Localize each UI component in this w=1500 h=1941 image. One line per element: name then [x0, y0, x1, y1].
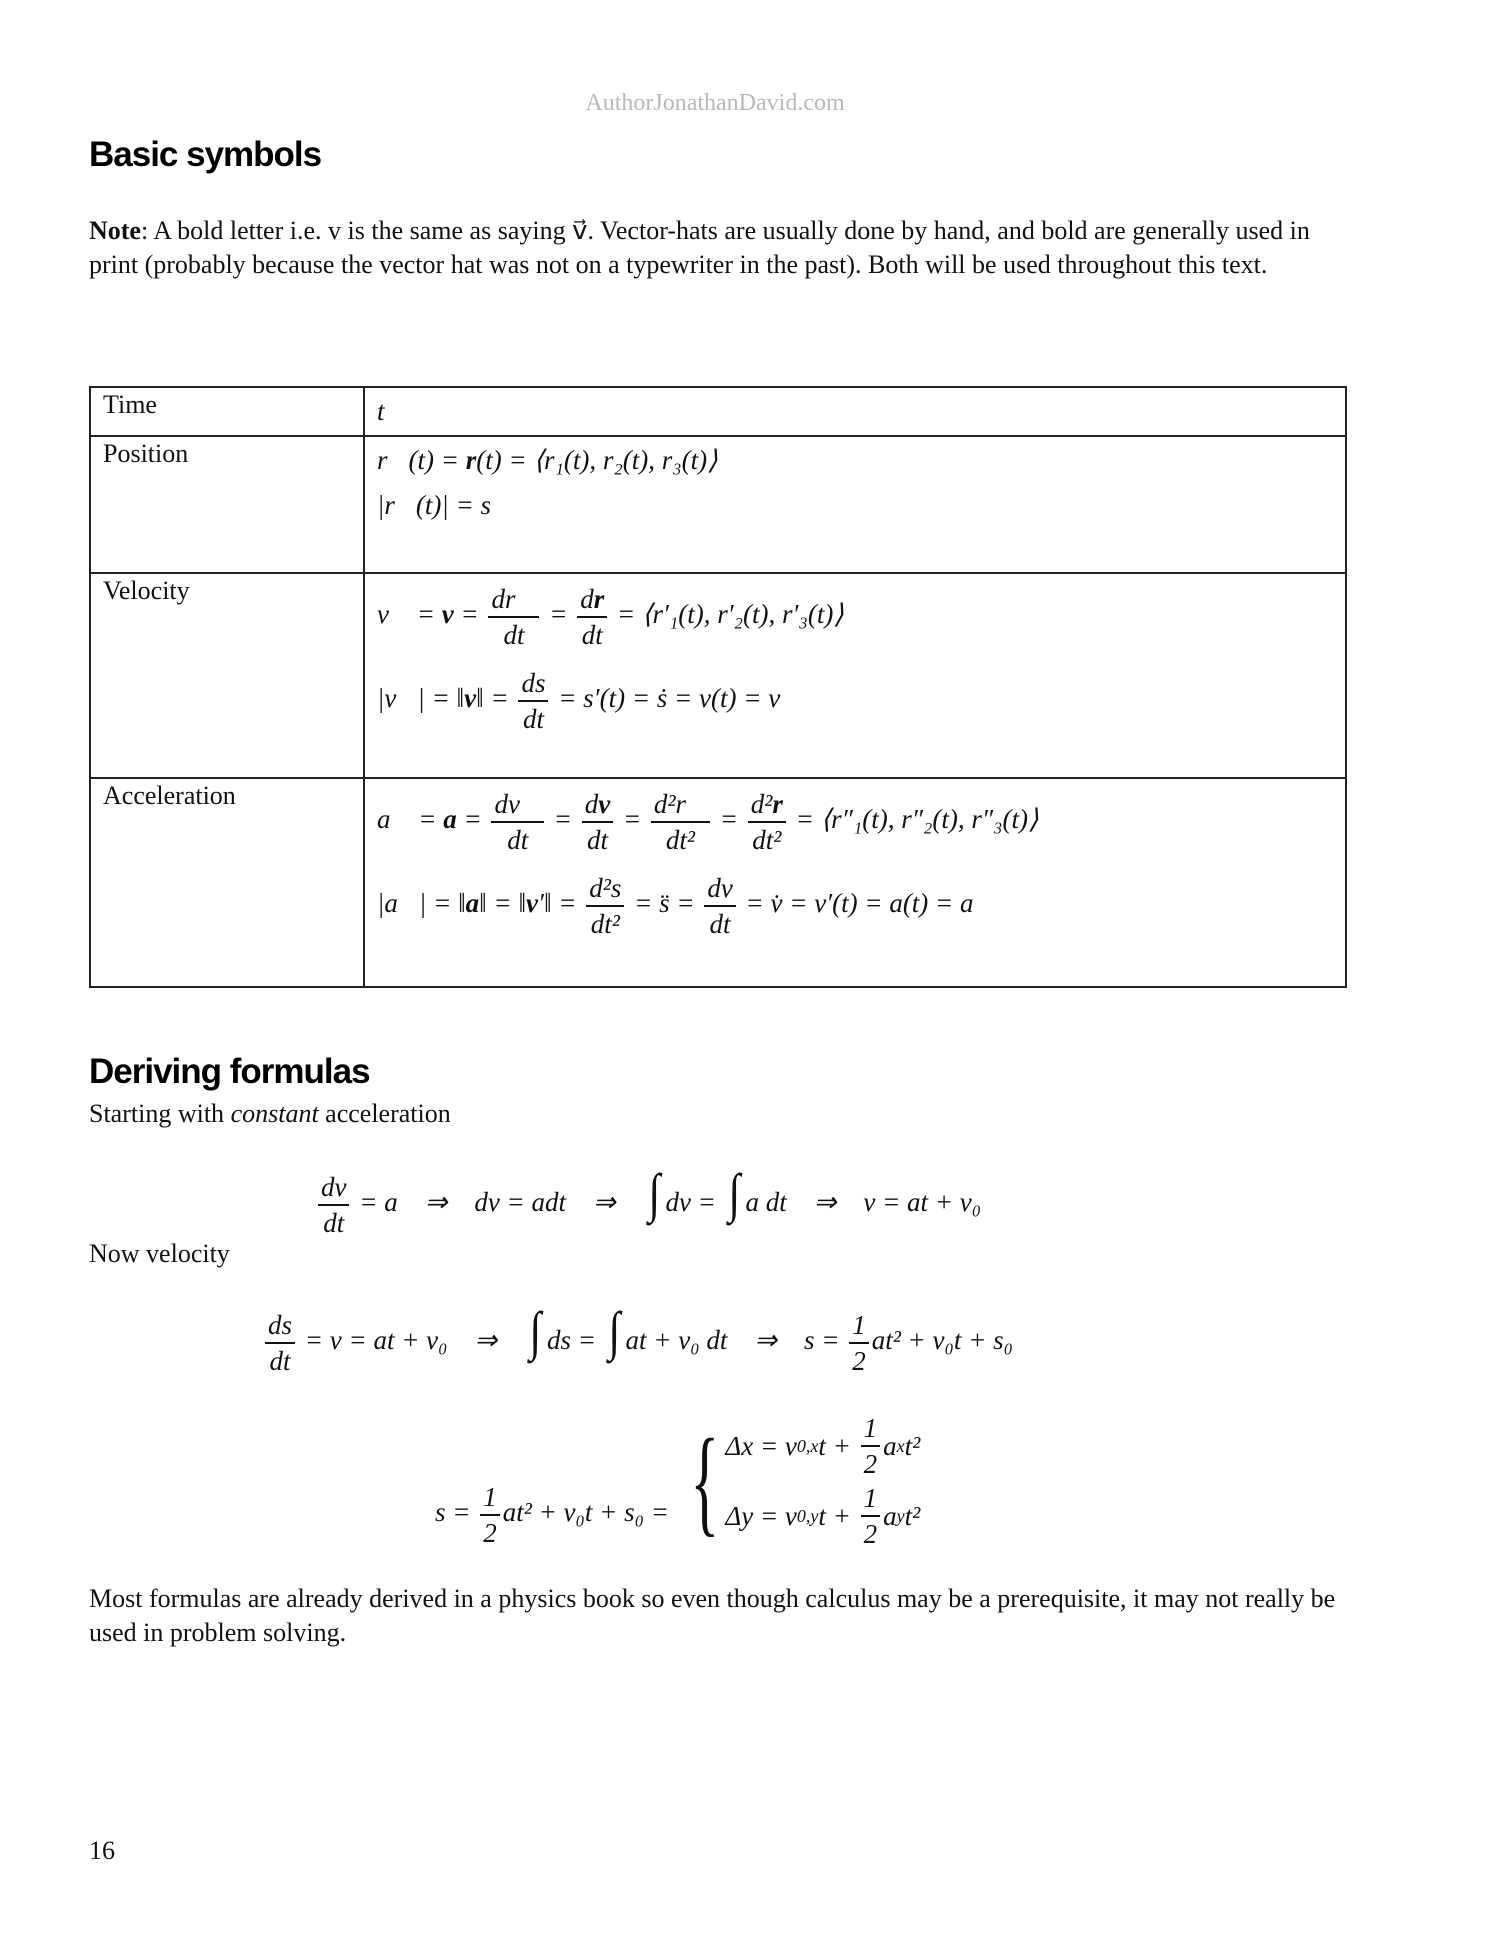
- fraction: [480, 1480, 500, 1550]
- math-text: at + v₀ dt ⇒ s =: [625, 1325, 847, 1355]
- numerator: [318, 1170, 349, 1206]
- fraction: [265, 1308, 295, 1378]
- note-paragraph: [89, 214, 1351, 282]
- formula: [377, 445, 1333, 476]
- fraction: [582, 787, 613, 857]
- denominator: [663, 823, 698, 857]
- math-bold-symbol: v: [441, 599, 454, 630]
- math-text: d²r⃗: [653, 789, 708, 819]
- denominator: [707, 907, 734, 941]
- intro-text-end: acceleration: [318, 1099, 451, 1128]
- fraction: [861, 1411, 881, 1481]
- math-text: = a ⇒ dv = adt ⇒: [352, 1187, 643, 1217]
- math-text: 2: [863, 1449, 878, 1479]
- math-text: = v = at + v₀ ⇒: [298, 1325, 525, 1355]
- math-text: 1: [863, 1413, 878, 1443]
- equation-content: [435, 1411, 920, 1551]
- table-row-position: [90, 436, 1346, 573]
- intro-line: [89, 1097, 1351, 1131]
- denominator: [861, 1447, 881, 1481]
- math-text: =: [453, 599, 486, 630]
- math-text: dr⃗: [491, 584, 537, 614]
- math-text: 1: [852, 1309, 866, 1340]
- math-text: d: [584, 789, 599, 819]
- math-text: dt²: [665, 825, 696, 855]
- equation-2: [262, 1298, 1013, 1384]
- fraction: [861, 1481, 881, 1551]
- math-text: = s̈ =: [627, 888, 702, 919]
- intro-text: Starting with: [89, 1099, 231, 1128]
- row-label: Acceleration: [90, 778, 364, 987]
- math-bold-symbol: r: [593, 584, 605, 614]
- math-text: 2: [863, 1519, 878, 1549]
- math-text: dt: [586, 825, 608, 855]
- numerator: [491, 787, 544, 823]
- numerator: [586, 871, 624, 907]
- math-text: = v̇ = v′(t) = a(t) = a: [738, 888, 974, 919]
- math-text: a dt ⇒ v = at + v₀: [745, 1187, 982, 1217]
- row-label: Time: [90, 387, 364, 436]
- math-text: 1: [863, 1483, 878, 1513]
- math-text: (t) = ⟨r₁(t), r₂(t), r₃(t)⟩: [476, 445, 718, 475]
- denominator: [584, 823, 611, 857]
- math-text: v⃗ =: [377, 599, 442, 630]
- math-text: = s′(t) = ṡ = v(t) = v: [551, 683, 781, 714]
- section-title-basic-symbols: Basic symbols: [89, 135, 322, 174]
- math-text: 2: [852, 1345, 866, 1376]
- denominator: [267, 1344, 294, 1378]
- math-text: ds: [268, 1309, 293, 1340]
- fraction: [577, 582, 607, 652]
- numerator: [577, 582, 607, 618]
- numerator: [265, 1308, 295, 1344]
- numerator: [518, 666, 548, 702]
- math-text: a: [883, 1500, 897, 1531]
- math-text: |a⃗| = ‖: [377, 888, 466, 919]
- math-text: at² + v₀t + s₀ =: [502, 1497, 676, 1527]
- integral-sign: ∫: [608, 1301, 621, 1361]
- section-title-deriving-formulas: Deriving formulas: [89, 1052, 370, 1091]
- denominator: [749, 823, 784, 857]
- row-label: Velocity: [90, 573, 364, 778]
- row-label: Position: [90, 436, 364, 573]
- math-text: dt: [503, 620, 525, 650]
- piecewise-rows: [725, 1411, 920, 1551]
- denominator: [480, 1516, 500, 1550]
- math-text: ′‖ =: [538, 888, 584, 919]
- math-text: dt: [269, 1345, 291, 1376]
- equation-content: [315, 1163, 982, 1240]
- math-text: d: [580, 584, 594, 614]
- piecewise-row: [725, 1411, 920, 1481]
- page-number: 16: [89, 1836, 115, 1865]
- math-text: dt: [522, 704, 544, 734]
- denominator: [500, 618, 527, 652]
- row-formulas: [364, 573, 1346, 778]
- numerator: [582, 787, 613, 823]
- math-text: t +: [818, 1500, 858, 1531]
- table-row-velocity: [90, 573, 1346, 778]
- math-text: =: [456, 804, 489, 835]
- math-text: ds: [521, 668, 546, 698]
- math-bold-symbol: a: [443, 804, 457, 835]
- math-text: ‖ = ‖: [479, 888, 527, 919]
- numerator: [861, 1481, 881, 1517]
- math-text: dv: [707, 873, 733, 903]
- math-subscript: x: [896, 1435, 905, 1456]
- table-row-acceleration: [90, 778, 1346, 987]
- math-text: 1: [483, 1481, 497, 1512]
- numerator: [748, 787, 786, 823]
- denominator: [588, 907, 623, 941]
- math-text: dt²: [590, 909, 620, 939]
- math-text: a⃗ =: [377, 804, 444, 835]
- formula: [377, 871, 1333, 941]
- math-text: = ⟨r″₁(t), r″₂(t), r″₃(t)⟩: [788, 804, 1039, 835]
- equation-3: [435, 1405, 920, 1557]
- fraction: [518, 666, 548, 736]
- fraction: [318, 1170, 349, 1240]
- math-bold-symbol: r: [772, 789, 783, 819]
- math-text: s =: [435, 1497, 478, 1527]
- denominator: [320, 1206, 347, 1240]
- note-text: : A bold letter i.e. v is the same as saying v⃗. Vector-hats are usually done by hand, and bold are generally used in print (probably because the vector hat was not on a typewriter in the past). Both will be used throughout this text.: [89, 216, 1310, 279]
- math-text: r⃗(t) =: [377, 445, 466, 475]
- formula: [377, 396, 1333, 427]
- math-text: a: [883, 1430, 897, 1461]
- watermark: AuthorJonathanDavid.com: [585, 90, 845, 116]
- math-text: Δy = v: [725, 1500, 797, 1531]
- numerator: [488, 582, 539, 618]
- math-subscript: 0,y: [796, 1505, 819, 1526]
- denominator: [504, 823, 531, 857]
- numerator: [861, 1411, 881, 1447]
- math-text: t²: [904, 1500, 921, 1531]
- math-bold-symbol: a: [465, 888, 480, 919]
- math-text: t: [377, 396, 385, 426]
- math-text: = ⟨r′₁(t), r′₂(t), r′₃(t)⟩: [610, 599, 844, 630]
- math-bold-symbol: r: [465, 445, 477, 475]
- math-text: t²: [904, 1430, 921, 1461]
- now-velocity-label: Now velocity: [89, 1239, 230, 1268]
- math-text: 2: [483, 1517, 497, 1548]
- math-bold-symbol: v: [598, 789, 611, 819]
- math-text: dt: [709, 909, 731, 939]
- closing-paragraph: Most formulas are already derived in a physics book so even though calculus may be a prerequisite, it may not really be used in problem solving.: [89, 1584, 1336, 1647]
- math-text: Δx = v: [725, 1430, 797, 1461]
- math-text: |r⃗(t)| = s: [377, 490, 492, 520]
- fraction: [651, 787, 710, 857]
- numerator: [704, 871, 735, 907]
- denominator: [849, 1344, 869, 1378]
- math-text: ds =: [546, 1325, 603, 1355]
- numerator: [480, 1480, 500, 1516]
- denominator: [861, 1517, 881, 1551]
- left-brace: {: [690, 1414, 719, 1547]
- math-text: =: [542, 599, 575, 630]
- math-text: d²s: [589, 873, 622, 903]
- row-formulas: [364, 436, 1346, 573]
- math-text: dt: [323, 1207, 345, 1238]
- math-text: =: [546, 804, 579, 835]
- formula: [377, 582, 1333, 652]
- formula: [377, 490, 1333, 521]
- formula: [377, 787, 1333, 857]
- math-text: t +: [818, 1430, 858, 1461]
- piecewise-row: [725, 1481, 920, 1551]
- row-formulas: [364, 387, 1346, 436]
- fraction: [748, 787, 786, 857]
- note-label: Note: [89, 216, 141, 245]
- math-text: at² + v₀t + s₀: [871, 1325, 1013, 1355]
- math-bold-symbol: v: [526, 888, 539, 919]
- fraction: [704, 871, 735, 941]
- denominator: [579, 618, 606, 652]
- fraction: [586, 871, 624, 941]
- math-text: ‖ =: [476, 683, 516, 714]
- math-text: dv⃗: [494, 789, 541, 819]
- symbols-table: [89, 386, 1347, 988]
- math-text: =: [616, 804, 648, 835]
- intro-emphasis: constant: [230, 1099, 319, 1128]
- equation-1: [315, 1160, 981, 1246]
- integral-sign: ∫: [728, 1163, 740, 1223]
- math-subscript: 0,x: [796, 1435, 819, 1456]
- denominator: [520, 702, 547, 736]
- fraction: [849, 1308, 869, 1378]
- math-subscript: y: [896, 1505, 905, 1526]
- numerator: [849, 1308, 869, 1344]
- math-text: dv: [321, 1171, 347, 1202]
- integral-sign: ∫: [529, 1301, 542, 1361]
- integral-sign: ∫: [648, 1163, 660, 1223]
- numerator: [651, 787, 710, 823]
- math-text: d²: [750, 789, 773, 819]
- fraction: [488, 582, 539, 652]
- table-row-time: [90, 387, 1346, 436]
- math-text: dt: [507, 825, 529, 855]
- math-text: dt²: [752, 825, 782, 855]
- math-text: dt: [581, 620, 603, 650]
- row-formulas: [364, 778, 1346, 987]
- equation-content: [262, 1301, 1013, 1378]
- piecewise-brace: [676, 1411, 921, 1551]
- math-bold-symbol: v: [464, 683, 477, 714]
- math-text: dv =: [665, 1187, 723, 1217]
- formula: [377, 666, 1333, 736]
- math-text: |v⃗| = ‖: [377, 683, 465, 714]
- math-text: =: [713, 804, 745, 835]
- fraction: [491, 787, 544, 857]
